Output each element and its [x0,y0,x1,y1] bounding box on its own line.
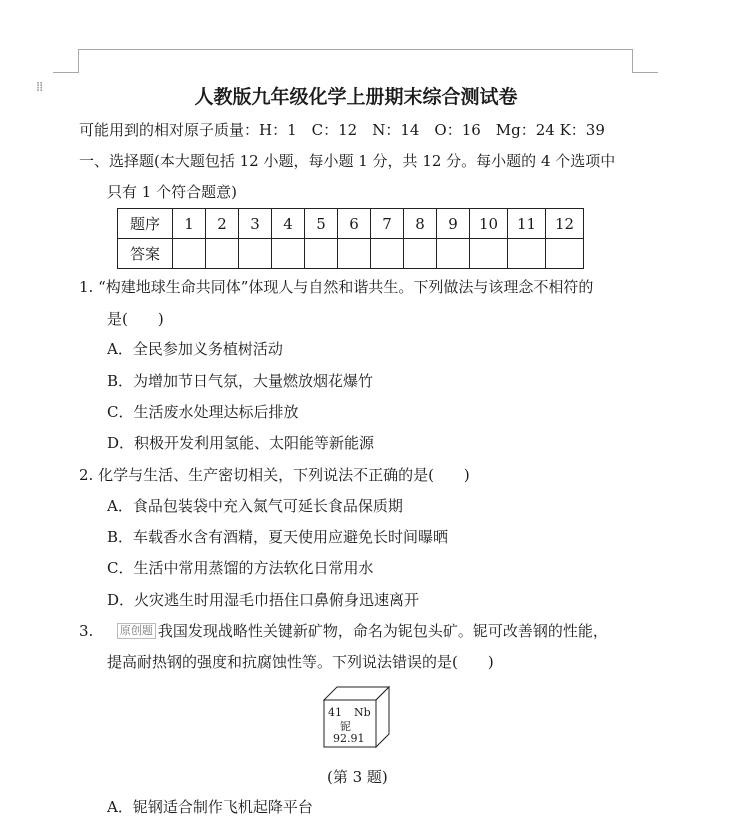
answer-cell[interactable] [470,239,508,269]
answer-table-number-row [118,209,584,239]
niobium-element-cube-figure [323,686,393,748]
question-number-cell: 12 [546,209,584,239]
q1-stem-line2: 是( ) [107,310,164,328]
question-number-cell: 5 [305,209,338,239]
answer-table-answer-row [118,239,584,269]
answer-cell[interactable] [173,239,206,269]
original-question-badge: 原创题 [117,623,156,639]
answer-cell[interactable] [371,239,404,269]
crop-mark-top-right-v [632,49,633,72]
page-header-border [78,49,632,50]
answer-cell[interactable] [437,239,470,269]
q3-option-a: A．铌钢适合制作飞机起降平台 [107,798,313,816]
q3-stem-line2: 提高耐热钢的强度和抗腐蚀性等。下列说法错误的是( ) [107,653,494,671]
atomic-masses-note: 可能用到的相对原子质量：H：1 C：12 N：14 O：16 Mg：24 K：39 [79,121,605,139]
q2-option-c: C．生活中常用蒸馏的方法软化日常用水 [107,559,374,577]
question-number-cell: 6 [338,209,371,239]
q1-option-a: A．全民参加义务植树活动 [107,340,283,358]
q3-stem-line1 [79,621,608,641]
question-number-cell: 11 [508,209,546,239]
q2-option-b: B．车载香水含有酒精，夏天使用应避免长时间曝晒 [107,528,449,546]
crop-mark-top-left-h [53,72,79,73]
q3-number: 3. [79,622,94,640]
question-number-cell: 9 [437,209,470,239]
q1-stem-line1: 1. “构建地球生命共同体”体现人与自然和谐共生。下列做法与该理念不相符的 [79,278,594,296]
answer-cell[interactable] [546,239,584,269]
question-number-cell: 8 [404,209,437,239]
element-symbol: Nb [354,706,371,719]
q2-option-d: D．火灾逃生时用湿毛巾捂住口鼻俯身迅速离开 [107,591,420,609]
question-number-cell: 4 [272,209,305,239]
table-header-cell: 答案 [118,239,173,269]
section1-heading-line1: 一、选择题(本大题包括 12 小题，每小题 1 分，共 12 分。每小题的 4 个选项中 [79,152,616,170]
crop-mark-top-right-h [632,72,658,73]
q1-option-d: D．积极开发利用氢能、太阳能等新能源 [107,434,375,452]
q1-option-b: B．为增加节日气氛，大量燃放烟花爆竹 [107,372,374,390]
document-title: 人教版九年级化学上册期末综合测试卷 [194,86,518,108]
question-number-cell: 10 [470,209,508,239]
answer-cell[interactable] [508,239,546,269]
q1-option-c: C．生活废水处理达标后排放 [107,403,299,421]
answer-cell[interactable] [404,239,437,269]
section1-heading-line2: 只有 1 个符合题意) [107,183,237,201]
answer-table [117,208,584,269]
answer-cell[interactable] [239,239,272,269]
q3-stem-text: 我国发现战略性关键新矿物，命名为铌包头矿。铌可改善钢的性能， [157,622,608,640]
question-number-cell: 7 [371,209,404,239]
answer-cell[interactable] [305,239,338,269]
crop-mark-top-left-v [78,49,79,72]
question-number-cell: 3 [239,209,272,239]
q2-stem-line1: 2. 化学与生活、生产密切相关，下列说法不正确的是( ) [79,466,470,484]
table-header-cell: 题序 [118,209,173,239]
answer-cell[interactable] [338,239,371,269]
answer-cell[interactable] [206,239,239,269]
question-number-cell: 1 [173,209,206,239]
answer-cell[interactable] [272,239,305,269]
atomic-mass: 92.91 [333,732,365,745]
figure-caption: (第 3 题) [327,768,388,786]
q2-option-a: A．食品包装袋中充入氮气可延长食品保质期 [107,497,403,515]
atomic-number: 41 [328,706,342,719]
drag-handle-icon[interactable]: ⁞⁞ [36,80,43,95]
element-name: 铌 [340,720,351,733]
question-number-cell: 2 [206,209,239,239]
